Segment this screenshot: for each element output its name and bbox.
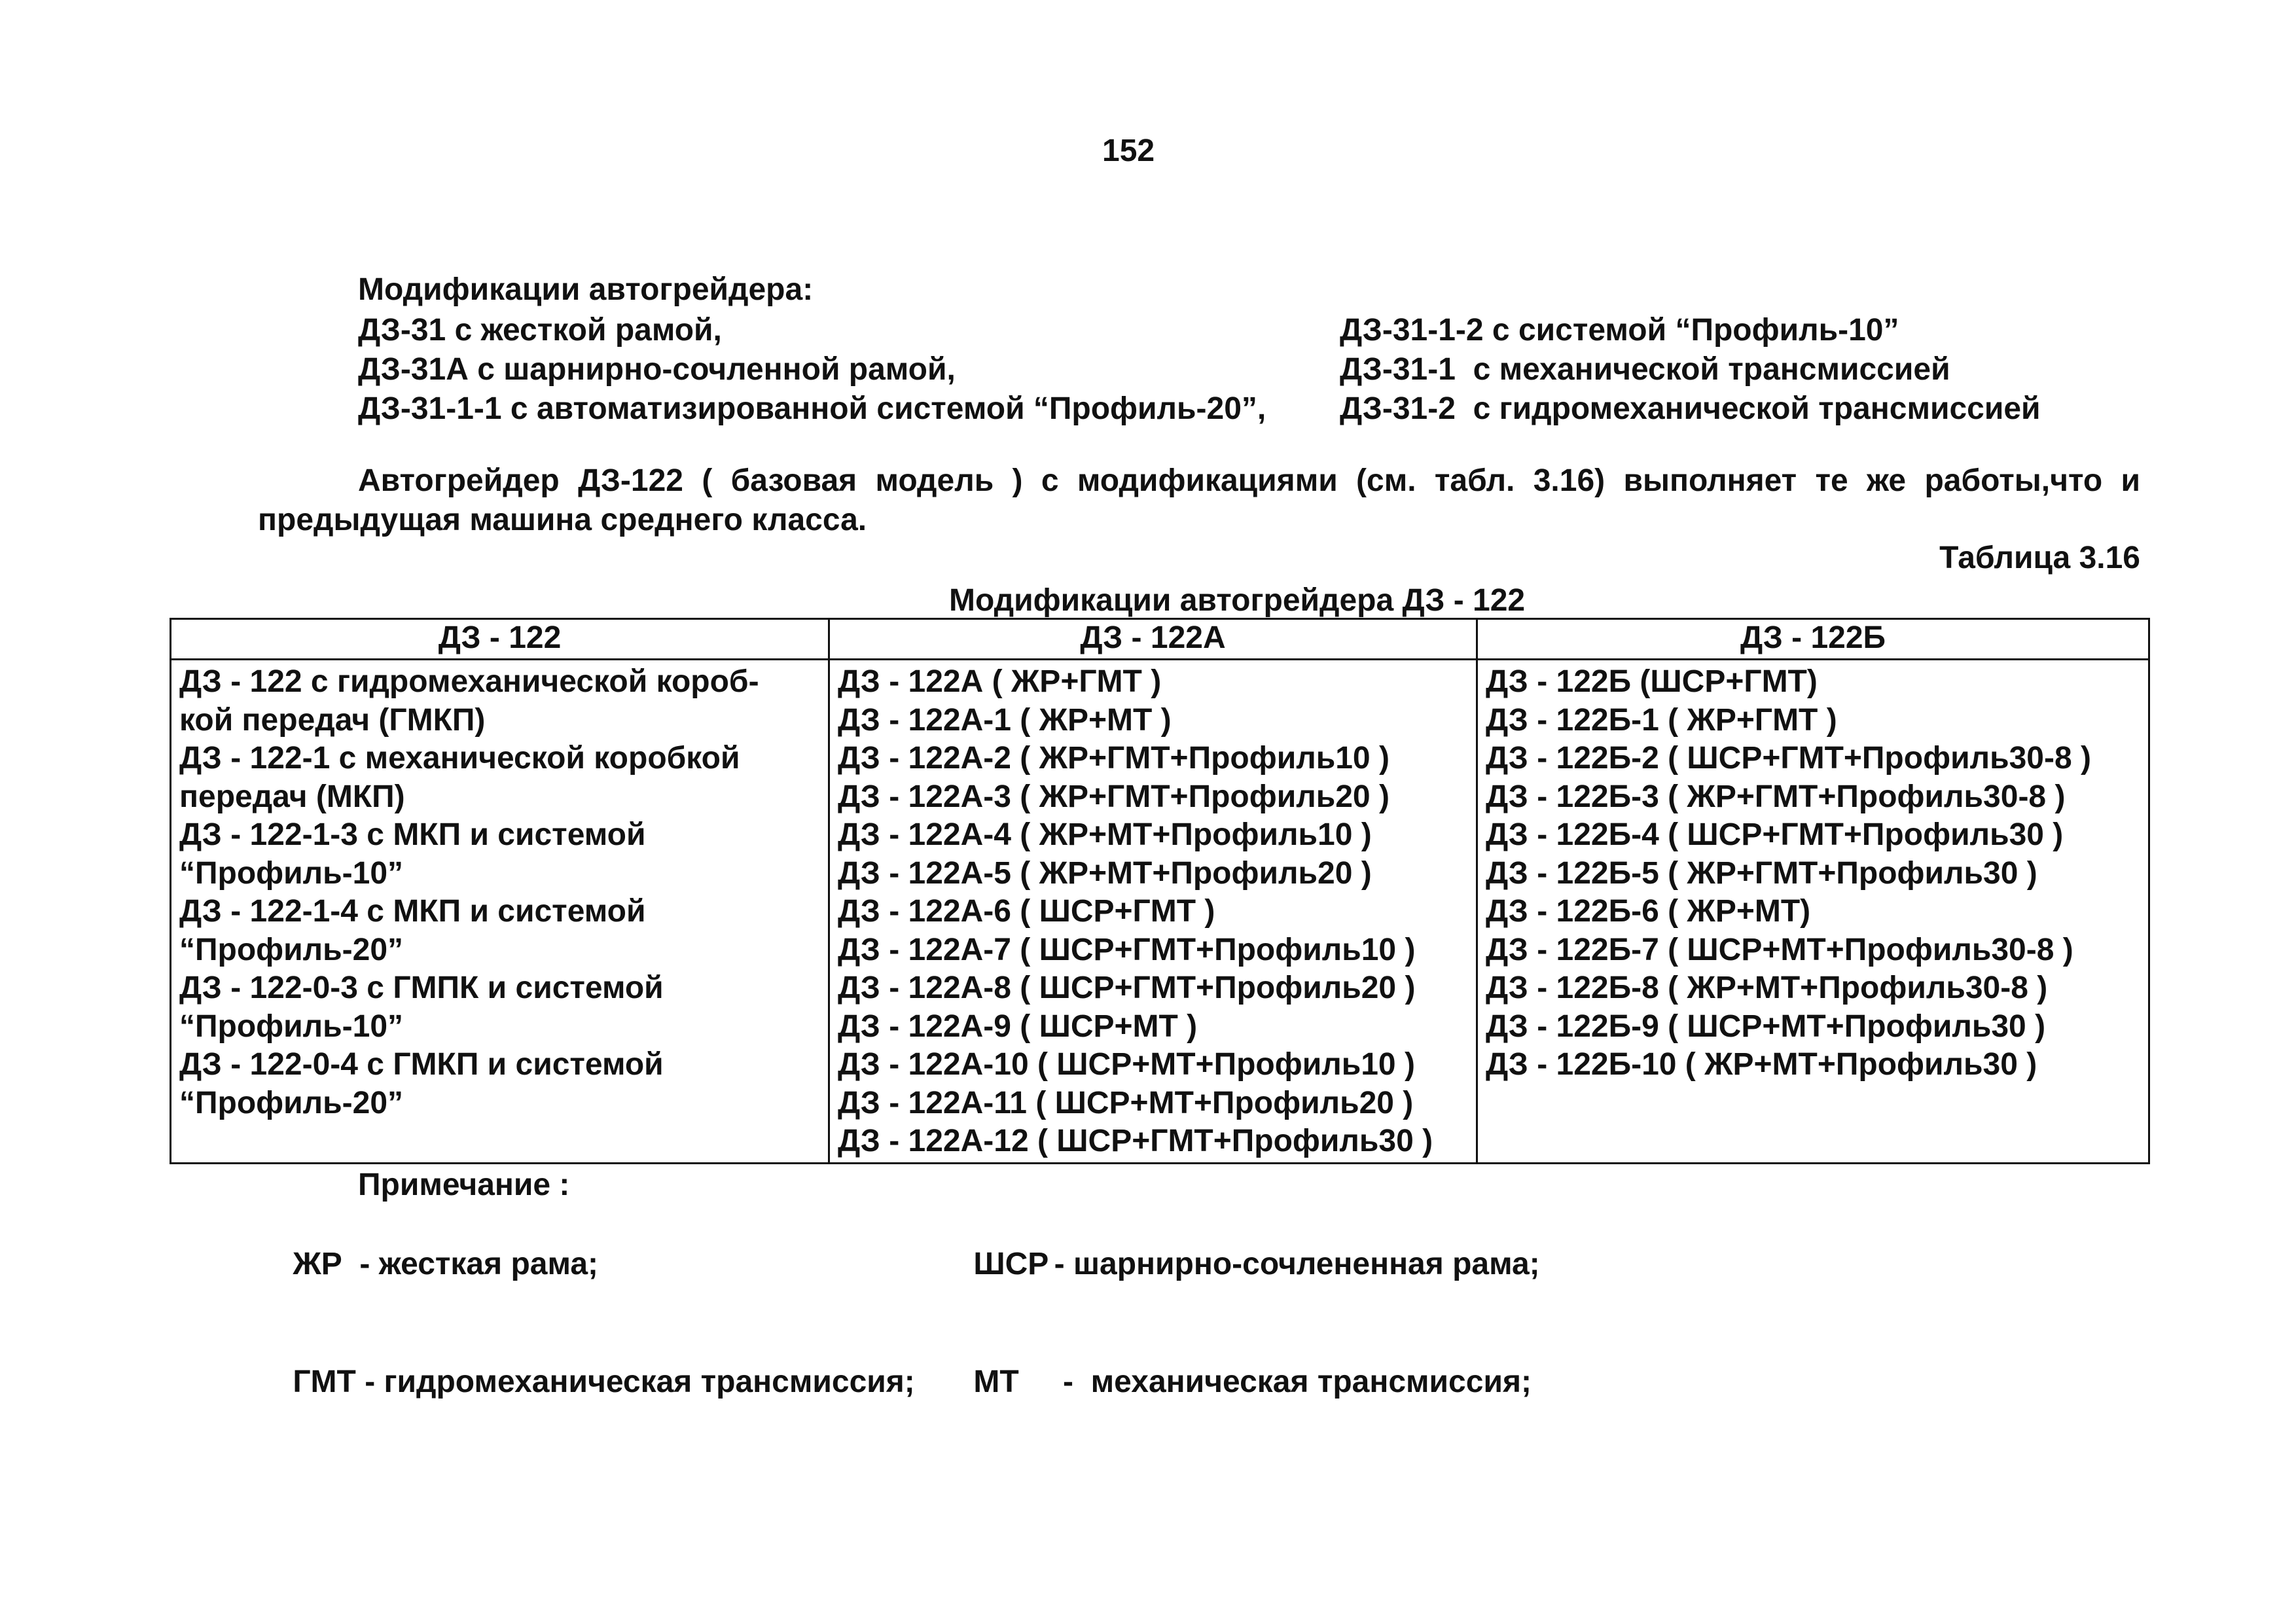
cell-line: ДЗ - 122Б-9 ( ШСР+МТ+Профиль30 ): [1486, 1008, 2046, 1044]
cell-line: ДЗ - 122А-2 ( ЖР+ГМТ+Профиль10 ): [838, 741, 1390, 776]
note-term: ЖР - жесткая рама;: [293, 1247, 599, 1281]
cell-line: ДЗ - 122-1-4 с МКП и системой: [179, 894, 646, 929]
cell-line: ДЗ - 122Б-2 ( ШСР+ГМТ+Профиль30-8 ): [1486, 741, 2091, 776]
note-abbr: МТ: [973, 1364, 1019, 1399]
cell-line: ДЗ - 122Б-5 ( ЖР+ГМТ+Профиль30 ): [1486, 855, 2037, 891]
note-definition: - шарнирно-сочлененная рама;: [1045, 1247, 1540, 1281]
cell-line: ДЗ - 122А-1 ( ЖР+МТ ): [838, 702, 1172, 738]
cell-line: “Профиль-10”: [179, 1008, 404, 1044]
table-header-cell: ДЗ - 122Б: [1477, 619, 2149, 660]
modifications-list-right: [1340, 311, 2041, 429]
table-header-cell: ДЗ - 122А: [829, 619, 1477, 660]
cell-line: ДЗ - 122А-6 ( ШСР+ГМТ ): [838, 894, 1215, 929]
note-legend: [258, 1205, 1540, 1441]
cell-line: ДЗ - 122-1-3 с МКП и системой: [179, 817, 646, 852]
note-abbr: ШСР: [973, 1247, 1049, 1281]
cell-line: ДЗ - 122-0-3 с ГМПК и системой: [179, 971, 664, 1005]
cell-line: кой передач (ГМКП): [179, 702, 486, 738]
cell-line: ДЗ - 122А-12 ( ШСР+ГМТ+Профиль30 ): [838, 1124, 1433, 1158]
table-row: [171, 660, 2149, 1164]
table-cell-dz122: [171, 660, 829, 1164]
table-caption: Модификации автогрейдера ДЗ - 122: [949, 583, 1526, 618]
modifications-heading: Модификации автогрейдера:: [358, 272, 814, 307]
cell-line: ДЗ - 122 с гидромеханической короб-: [179, 664, 759, 699]
table-header-cell: ДЗ - 122: [171, 619, 829, 660]
cell-line: “Профиль-20”: [179, 1085, 404, 1120]
cell-line: ДЗ - 122Б-4 ( ШСР+ГМТ+Профиль30 ): [1486, 817, 2064, 852]
cell-line: ДЗ - 122А ( ЖР+ГМТ ): [838, 664, 1162, 699]
modifications-list-left: [358, 311, 1266, 429]
cell-line: ДЗ - 122Б-6 ( ЖР+МТ): [1486, 894, 1811, 929]
cell-line: “Профиль-20”: [179, 932, 404, 967]
cell-line: ДЗ - 122А-10 ( ШСР+МТ+Профиль10 ): [838, 1047, 1415, 1082]
cell-line: ДЗ - 122Б-3 ( ЖР+ГМТ+Профиль30-8 ): [1486, 779, 2066, 814]
cell-line: ДЗ - 122А-4 ( ЖР+МТ+Профиль10 ): [838, 817, 1372, 852]
note-definition: - механическая трансмиссия;: [1045, 1364, 1532, 1399]
table-header-row: [171, 619, 2149, 660]
table-cell-dz122b: [1477, 660, 2149, 1164]
page-number: 152: [1102, 134, 1155, 168]
cell-line: передач (МКП): [179, 779, 405, 814]
cell-line: ДЗ - 122-0-4 с ГМКП и системой: [179, 1047, 664, 1082]
table-cell-dz122a: [829, 660, 1477, 1164]
modifications-table: [170, 618, 2150, 1164]
note-title: Примечание :: [358, 1168, 570, 1202]
modification-item: ДЗ-31 с жесткой рамой,: [358, 313, 722, 348]
modification-item: ДЗ-31-2 с гидромеханической трансмиссией: [1340, 391, 2041, 426]
cell-line: ДЗ - 122А-11 ( ШСР+МТ+Профиль20 ): [838, 1085, 1414, 1120]
cell-line: “Профиль-10”: [179, 855, 404, 891]
cell-line: ДЗ - 122Б-1 ( ЖР+ГМТ ): [1486, 702, 1837, 738]
cell-line: ДЗ - 122А-5 ( ЖР+МТ+Профиль20 ): [838, 855, 1372, 891]
cell-line: ДЗ - 122Б-7 ( ШСР+МТ+Профиль30-8 ): [1486, 932, 2073, 967]
cell-line: ДЗ - 122Б-8 ( ЖР+МТ+Профиль30-8 ): [1486, 971, 2048, 1005]
note-term: ГМТ - гидромеханическая трансмиссия;: [293, 1364, 915, 1399]
cell-line: ДЗ - 122Б (ШСР+ГМТ): [1486, 664, 1818, 699]
cell-line: ДЗ - 122А-8 ( ШСР+ГМТ+Профиль20 ): [838, 971, 1416, 1005]
cell-line: ДЗ - 122-1 с механической коробкой: [179, 741, 740, 776]
body-paragraph: [258, 461, 2140, 540]
modification-item: ДЗ-31А с шарнирно-сочленной рамой,: [358, 352, 956, 387]
modification-item: ДЗ-31-1-2 с системой “Профиль-10”: [1340, 313, 1899, 348]
cell-line: ДЗ - 122А-7 ( ШСР+ГМТ+Профиль10 ): [838, 932, 1416, 967]
cell-line: ДЗ - 122Б-10 ( ЖР+МТ+Профиль30 ): [1486, 1047, 2037, 1082]
note-row: [258, 1323, 1540, 1441]
table-label: Таблица 3.16: [1939, 541, 2140, 575]
cell-line: ДЗ - 122А-3 ( ЖР+ГМТ+Профиль20 ): [838, 779, 1390, 814]
note-row: [258, 1205, 1540, 1323]
modification-item: ДЗ-31-1-1 с автоматизированной системой “Профиль-20”,: [358, 391, 1266, 426]
modification-item: ДЗ-31-1 с механической трансмиссией: [1340, 352, 1950, 387]
paragraph-text: Автогрейдер ДЗ-122 ( базовая модель ) с модификациями (см. табл. 3.16) выполняет те же работы,что и предыдущая машина среднего класса.: [258, 463, 2140, 537]
cell-line: ДЗ - 122А-9 ( ШСР+МТ ): [838, 1008, 1198, 1044]
